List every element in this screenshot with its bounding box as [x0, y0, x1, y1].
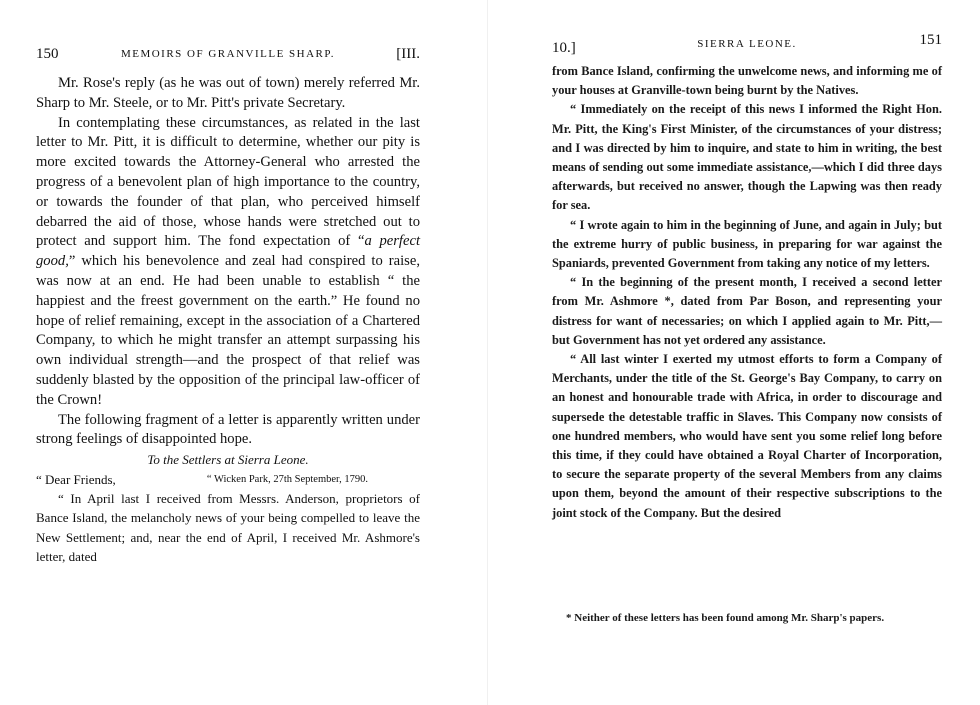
left-page-body [36, 74, 420, 567]
right-section-mark: 10.] [552, 40, 576, 56]
right-page [552, 0, 942, 705]
right-paragraph-3: “ I wrote again to him in the beginning of June, and again in July; but the extreme hurry of public business, in preparing for war against the Spaniards, prevented Government from taking any notice of my letters. [552, 217, 942, 271]
left-paragraph-1: Mr. Rose's reply (as he was out of town) merely referred Mr. Sharp to Mr. Steele, or to Mr. Pitt's private Secretary. [36, 75, 420, 111]
right-paragraph-2: “ Immediately on the receipt of this news I informed the Right Hon. Mr. Pitt, the King's First Minister, of the circumstances of your distress; and I was directed by him to inquire, and state to him in writing, the best means of sending out some immediate assistance,—which I did three days afterwards, but received no answer, though the Lapwing was then ready for sea. [552, 102, 942, 213]
footnote: * Neither of these letters has been found among Mr. Sharp's papers. [566, 612, 885, 624]
left-paragraph-2-b: ” which his benevolence and zeal had conspired to raise, was now at an end. He had been unable to establish “ the happiest and the freest government on the earth.” He found no hope of relief remaining, except in the association of a Chartered Company, to which he might transfer an attempt surpassing his own individual strength—and the prospect of that relief was suddenly blasted by the opposition of the principal law-officer of the Crown! [36, 253, 420, 408]
right-page-number: 151 [919, 32, 942, 48]
letter-salutation-line [36, 470, 420, 489]
left-paragraph-2-quote: a perfect good, [36, 233, 420, 270]
right-running-head [552, 32, 942, 56]
letter-dateline: “ Wicken Park, 27th September, 1790. [206, 473, 368, 485]
right-paragraph-1: from Bance Island, confirming the unwelcome news, and informing me of your houses at Granville-town being burnt by the Natives. [552, 64, 942, 98]
left-running-head [36, 46, 420, 66]
right-paragraph-5: “ All last winter I exerted my utmost efforts to form a Company of Merchants, under the title of the St. George's Bay Company, to carry on an honest and honourable trade with Africa, in order to discourage and supersede the detestable traffic in Slaves. This Company now consists of one hundred members, who would have sent you some relief long before this time, if they could have obtained a Royal Charter of Incorporation, to secure the separate property of the several Members from any claims upon them, beyond the amount of their respective subscriptions to the joint stock of the Company. But the desired [552, 352, 942, 520]
left-paragraph-2-a: In contemplating these circumstances, as related in the last letter to Mr. Pitt, it is difficult to determine, whether our pity is more excited towards the Attorney-General who arrested the progress of a benevolent plan of high importance to the country, or towards the founder of that plan, who perceived himself debarred the aid of those, whose hands were stretched out to protect and support him. The fond expectation of “ [36, 114, 420, 250]
letter-title: To the Settlers at Sierra Leone. [147, 452, 309, 468]
right-page-body [552, 62, 942, 523]
left-page [36, 0, 420, 705]
right-paragraph-4: “ In the beginning of the present month, I received a second letter from Mr. Ashmore *, dated from Par Boson, and representing your distress for want of necessaries; on which I applied again to Mr. Pitt,—but Government has not yet ordered any assistance. [552, 275, 942, 347]
left-paragraph-2 [36, 114, 420, 411]
left-paragraph-3: The following fragment of a letter is apparently written under strong feelings of disappointed hope. [36, 411, 420, 448]
letter-salutation: “ Dear Friends, [36, 471, 116, 487]
left-page-number: 150 [36, 46, 59, 62]
left-running-title: MEMOIRS OF GRANVILLE SHARP. [120, 48, 336, 60]
page-gutter [487, 0, 488, 705]
right-running-title: SIERRA LEONE. [697, 38, 797, 50]
left-section-mark: [III. [396, 46, 420, 62]
letter-paragraph: “ In April last I received from Messrs. Anderson, proprietors of Bance Island, the melancholy news of your being compelled to leave the New Settlement; and, near the end of April, I received Mr. Ashmore's letter, dated [36, 490, 420, 565]
